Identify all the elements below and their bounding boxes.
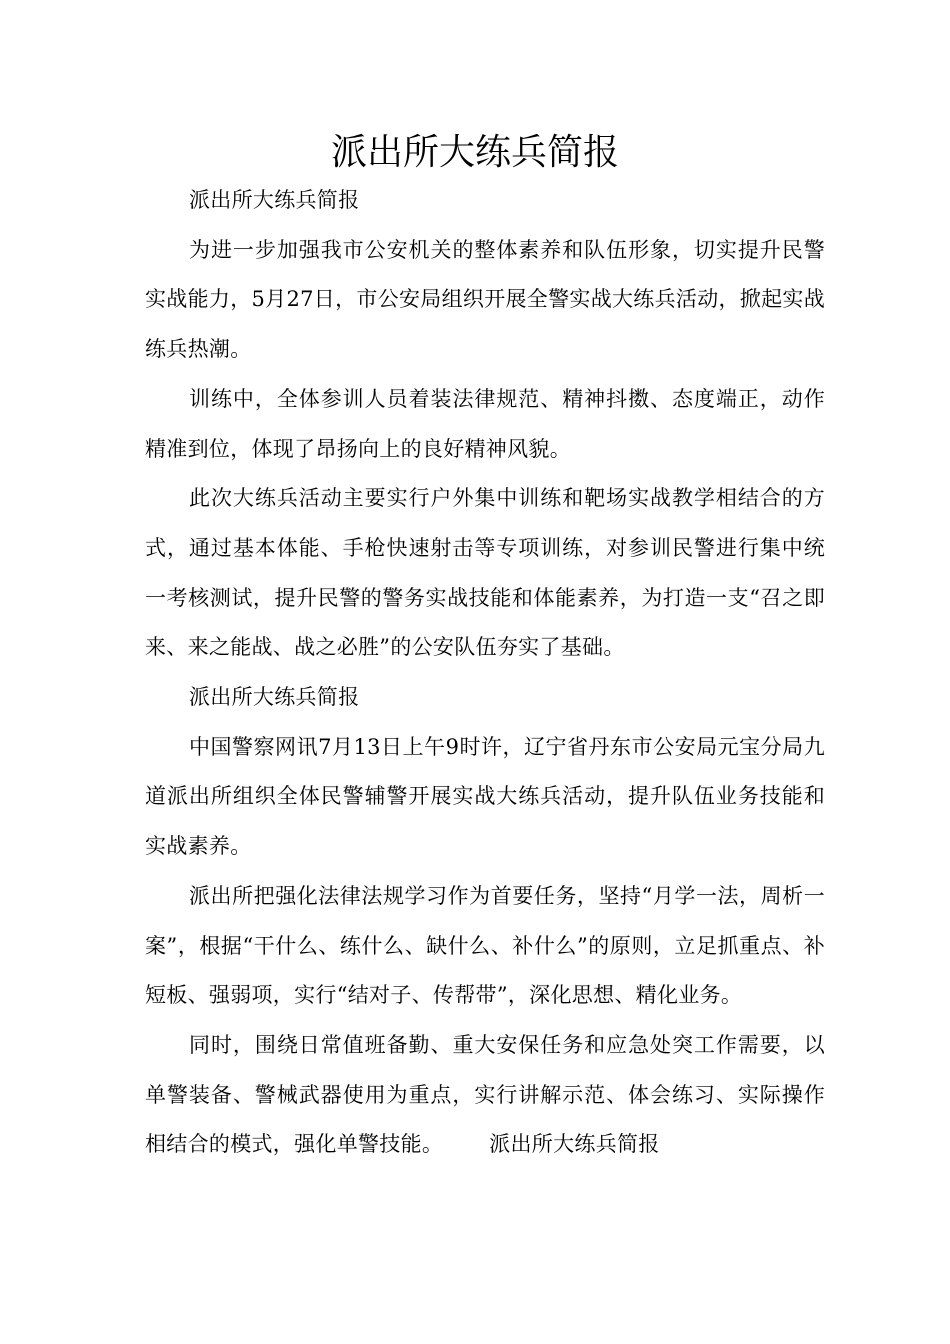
paragraph-4: 此次大练兵活动主要实行户外集中训练和靶场实战教学相结合的方式，通过基本体能、手枪快速射击等专项训练，对参训民警进行集中统一考核测试，提升民警的警务实战技能和体能素养，为打造一支“召之即来、来之能战、战之必胜”的公安队伍夯实了基础。	[145, 486, 825, 660]
tail-heading: 派出所大练兵简报	[489, 1132, 660, 1157]
paragraph-3: 训练中，全体参训人员着装法律规范、精神抖擞、态度端正，动作精准到位，体现了昂扬向上的良好精神风貌。	[145, 386, 825, 461]
paragraph-5: 派出所大练兵简报	[189, 685, 360, 710]
paragraph-2: 为进一步加强我市公安机关的整体素养和队伍形象，切实提升民警实战能力，5月27日，市公安局组织开展全警实战大练兵活动，掀起实战练兵热潮。	[145, 237, 825, 362]
paragraph-1: 派出所大练兵简报	[189, 188, 360, 212]
document-title: 派出所大练兵简报	[330, 132, 619, 173]
paragraph-7: 派出所把强化法律法规学习作为首要任务，坚持“月学一法，周析一案”，根据“干什么、练什么、缺什么、补什么”的原则，立足抓重点、补短板、强弱项，实行“结对子、传帮带”，深化思想、精化业务。	[145, 883, 825, 1008]
paragraph-8	[145, 1021, 825, 1170]
document-body	[145, 176, 825, 1170]
paragraph-8-text: 同时，围绕日常值班备勤、重大安保任务和应急处突工作需要，以单警装备、警械武器使用为重点，实行讲解示范、体会练习、实际操作相结合的模式，强化单警技能。	[145, 1032, 825, 1157]
paragraph-6: 中国警察网讯7月13日上午9时许，辽宁省丹东市公安局元宝分局九道派出所组织全体民警辅警开展实战大练兵活动，提升队伍业务技能和实战素养。	[145, 734, 825, 859]
